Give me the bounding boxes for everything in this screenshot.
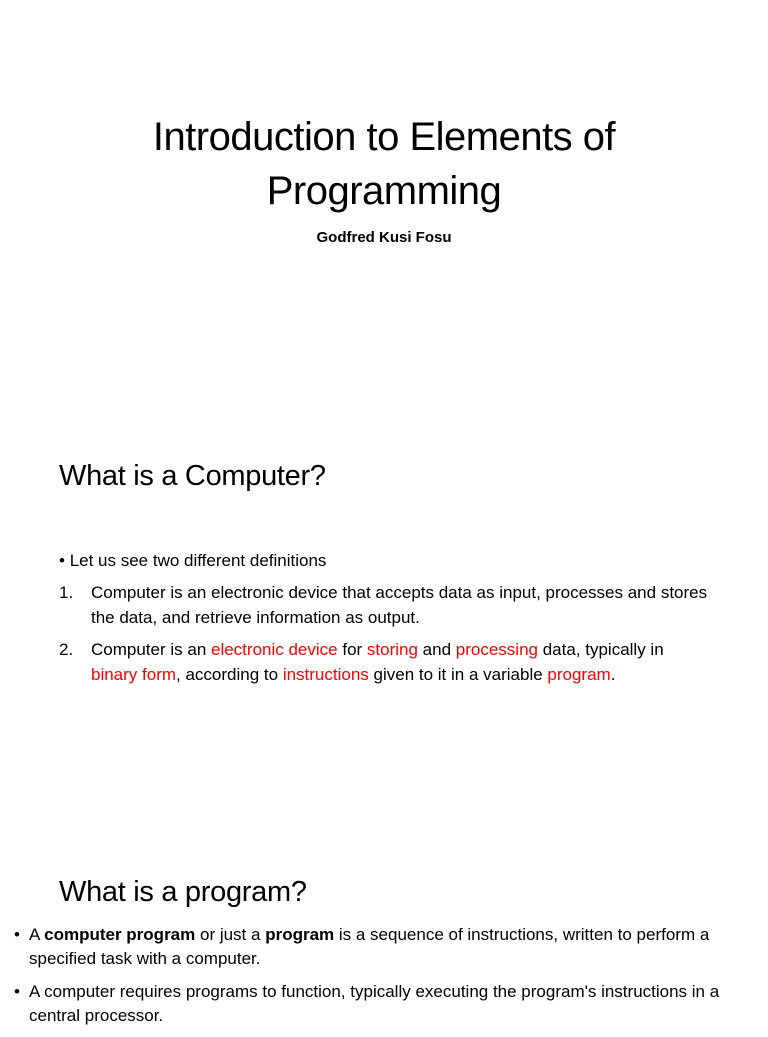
list-marker: 2. [59, 640, 74, 659]
title-slide [0, 0, 768, 432]
bullet-marker: • [14, 925, 20, 944]
definition-text-segment: , according to [176, 664, 283, 684]
bullet-text-segment: A [29, 925, 45, 944]
program-bullet-1 [14, 923, 754, 971]
program-bullet-list [14, 923, 754, 1037]
program-bullet-2 [14, 980, 754, 1028]
highlight-term: program [547, 664, 611, 684]
deck-title: Introduction to Elements of Programming [152, 115, 616, 213]
computer-definition-slide [0, 432, 768, 864]
bullet-text-segment: is a sequence of instructions, written to perform a specified task with a computer. [29, 925, 710, 968]
slide-heading: What is a Computer? [59, 460, 326, 492]
bold-term: program [265, 925, 335, 944]
highlight-term: storing [366, 640, 418, 659]
definition-text: Computer is an electronic device that accepts data as input, processes and stores the data, and retrieve information as output. [91, 583, 708, 627]
definition-text-segment: for [337, 640, 367, 659]
bullet-marker: • [14, 982, 20, 1001]
bullet-text-segment: or just a [195, 925, 266, 944]
definition-text-segment: data, typically in [537, 640, 664, 659]
list-marker: 1. [59, 583, 74, 602]
definition-item-1 [59, 581, 709, 630]
highlight-term: electronic device [211, 640, 338, 659]
definition-text-segment: Computer is an [91, 640, 211, 659]
highlight-term: binary form [91, 664, 177, 684]
definition-list [59, 581, 709, 695]
intro-bullet: • Let us see two different definitions [59, 551, 327, 570]
definition-item-2 [59, 638, 709, 687]
intro-bullet-text: Let us see two different definitions [69, 551, 327, 570]
program-definition-slide [0, 864, 768, 1024]
bold-term: computer program [44, 925, 196, 944]
bullet-text: A computer requires programs to function, typically executing the program's instructions in a central processor. [29, 982, 720, 1025]
author-name: Godfred Kusi Fosu [316, 229, 452, 246]
definition-text-segment: and [417, 640, 456, 659]
highlight-term: processing [455, 640, 538, 659]
definition-text-segment: . [610, 664, 616, 684]
definition-text-segment: given to it in a variable [368, 664, 548, 684]
highlight-term: instructions [282, 664, 369, 684]
slide-heading: What is a program? [59, 876, 307, 908]
